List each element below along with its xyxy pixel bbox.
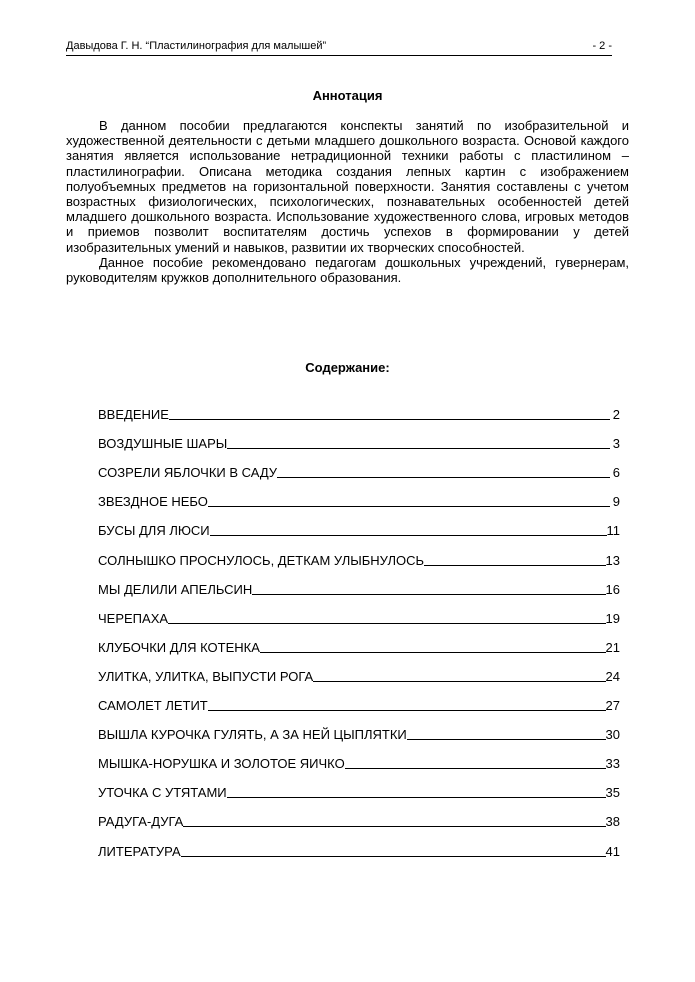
toc-entry[interactable] bbox=[98, 626, 620, 655]
toc-leader-line bbox=[260, 651, 606, 653]
toc-entry-page: 27 bbox=[605, 698, 620, 714]
toc-entry-title: ВЫШЛА КУРОЧКА ГУЛЯТЬ, А ЗА НЕЙ ЦЫПЛЯТКИ bbox=[98, 727, 407, 743]
toc-entry-title: МЫ ДЕЛИЛИ АПЕЛЬСИН bbox=[98, 581, 253, 597]
toc-title: Содержание: bbox=[305, 360, 390, 375]
toc-leader-line bbox=[252, 593, 605, 595]
toc-entry[interactable] bbox=[98, 422, 620, 451]
toc-leader-line bbox=[407, 738, 606, 740]
toc-entry-title: ЧЕРЕПАХА bbox=[98, 610, 169, 626]
toc-entry-title: ВОЗДУШНЫЕ ШАРЫ bbox=[98, 436, 228, 452]
toc-entry-title: УТОЧКА С УТЯТАМИ bbox=[98, 785, 227, 801]
toc-entry[interactable] bbox=[98, 393, 620, 422]
toc-leader-line bbox=[168, 622, 605, 624]
toc-entry-title: РАДУГА-ДУГА bbox=[98, 814, 184, 830]
toc-entry-title: МЫШКА-НОРУШКА И ЗОЛОТОЕ ЯИЧКО bbox=[98, 756, 345, 772]
toc-leader-line bbox=[208, 505, 610, 507]
toc-entry-title: ЗВЕЗДНОЕ НЕБО bbox=[98, 494, 208, 510]
toc-entry-page: 11 bbox=[606, 523, 620, 539]
toc-leader-line bbox=[210, 534, 607, 536]
toc-entry[interactable] bbox=[98, 655, 620, 684]
toc-entry[interactable] bbox=[98, 684, 620, 713]
toc-leader-line bbox=[227, 796, 606, 798]
toc-entry-page: 24 bbox=[605, 668, 620, 684]
toc-entry-page: 16 bbox=[605, 581, 620, 597]
toc-entry-title: УЛИТКА, УЛИТКА, ВЫПУСТИ РОГА bbox=[98, 668, 314, 684]
toc-entry[interactable] bbox=[98, 742, 620, 771]
toc-entry-title: СОЛНЫШКО ПРОСНУЛОСЬ, ДЕТКАМ УЛЫБНУЛОСЬ bbox=[98, 552, 425, 568]
toc-entry[interactable] bbox=[98, 509, 620, 538]
toc-entry-page: 13 bbox=[605, 552, 620, 568]
toc-entry-page: 33 bbox=[605, 756, 620, 772]
toc-entry-title: САМОЛЕТ ЛЕТИТ bbox=[98, 698, 208, 714]
toc-entry[interactable] bbox=[98, 538, 620, 567]
toc-entry[interactable] bbox=[98, 568, 620, 597]
toc-entry-page: 41 bbox=[605, 843, 620, 859]
toc-entry[interactable] bbox=[98, 771, 620, 800]
toc-entry-page: 35 bbox=[605, 785, 620, 801]
toc-entry-page: 6 bbox=[612, 465, 620, 481]
running-title: Давыдова Г. Н. “Пластилинография для малышей” bbox=[66, 40, 327, 52]
toc-entry-page: 3 bbox=[612, 436, 620, 452]
toc-entry-page: 9 bbox=[612, 494, 620, 510]
toc-entry[interactable] bbox=[98, 829, 620, 858]
toc-leader-line bbox=[183, 825, 605, 827]
toc-entry[interactable] bbox=[98, 451, 620, 480]
toc-leader-line bbox=[313, 680, 605, 682]
annotation-paragraph: В данном пособии предлагаются конспекты занятий по изобразительной и художественной деятельности с детьми младшего дошкольного возраста. Основой каждого занятия является использование нетрадиционной техники работы с пластилином – пластилинографии. Описана методика создания лепных картин с изображением полуобъемных предметов на горизонтальной поверхности. Занятия составлены с учетом возрастных физиологических, психологических, познавательных особенностей детей младшего дошкольного возраста. Использование художественного слова, игровых методов и приемов позволит воспитателям достичь успехов в формировании у детей изобразительных умений и навыков, развитии их творческих способностей. bbox=[66, 118, 629, 255]
toc-entry-title: КЛУБОЧКИ ДЛЯ КОТЕНКА bbox=[98, 639, 260, 655]
toc-leader-line bbox=[169, 418, 610, 420]
toc-leader-line bbox=[277, 476, 610, 478]
toc-entry-title: ЛИТЕРАТУРА bbox=[98, 843, 181, 859]
table-of-contents bbox=[98, 393, 620, 859]
toc-entry-page: 21 bbox=[605, 639, 620, 655]
toc-entry-title: БУСЫ ДЛЯ ЛЮСИ bbox=[98, 523, 210, 539]
toc-entry[interactable] bbox=[98, 597, 620, 626]
toc-entry-page: 38 bbox=[605, 814, 620, 830]
toc-entry-page: 30 bbox=[605, 727, 620, 743]
toc-entry-page: 2 bbox=[612, 407, 620, 423]
page-number: - 2 - bbox=[592, 40, 612, 52]
toc-entry[interactable] bbox=[98, 713, 620, 742]
toc-entry-title: СОЗРЕЛИ ЯБЛОЧКИ В САДУ bbox=[98, 465, 278, 481]
toc-entry-page: 19 bbox=[605, 610, 620, 626]
toc-leader-line bbox=[227, 447, 610, 449]
annotation-paragraph: Данное пособие рекомендовано педагогам дошкольных учреждений, гувернерам, руководителям кружков дополнительного образования. bbox=[66, 254, 629, 286]
annotation-body bbox=[66, 118, 629, 285]
toc-leader-line bbox=[345, 767, 606, 769]
toc-entry[interactable] bbox=[98, 800, 620, 829]
running-header bbox=[66, 40, 612, 56]
annotation-title: Аннотация bbox=[312, 88, 383, 103]
toc-leader-line bbox=[181, 855, 606, 857]
toc-entry[interactable] bbox=[98, 480, 620, 509]
toc-leader-line bbox=[424, 564, 605, 566]
toc-entry-title: ВВЕДЕНИЕ bbox=[98, 407, 169, 423]
toc-leader-line bbox=[208, 709, 606, 711]
